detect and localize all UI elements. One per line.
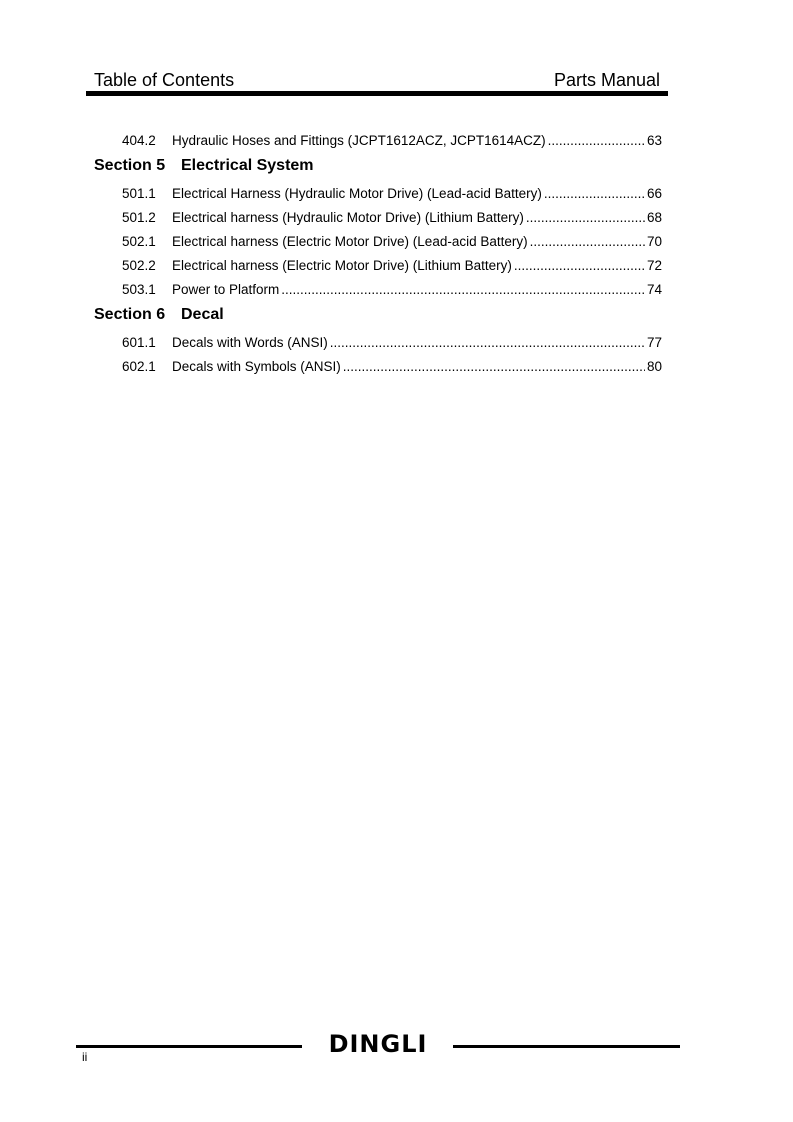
dot-leader	[281, 282, 645, 297]
header-title: Table of Contents	[94, 70, 235, 90]
toc-entry-page: 72	[646, 257, 662, 273]
toc-entry-title: Electrical harness (Hydraulic Motor Drive) (Lithium Battery)	[172, 209, 524, 225]
dot-leader	[330, 335, 645, 350]
toc-entry-number: 502.2	[122, 257, 156, 273]
toc-entry-page: 66	[646, 185, 662, 201]
header-rule	[86, 91, 668, 96]
toc-entry-number: 404.2	[122, 132, 156, 148]
toc-entry-number: 501.1	[122, 185, 156, 201]
dot-leader	[544, 186, 645, 201]
header-manual-name: Parts Manual	[553, 70, 660, 90]
toc-entry-number: 601.1	[122, 334, 156, 350]
section-title: Decal	[181, 305, 224, 323]
toc-entry[interactable]	[94, 205, 662, 229]
page-header	[94, 70, 660, 92]
page-number: ii	[82, 1050, 88, 1064]
toc-entry-number: 503.1	[122, 281, 156, 297]
toc-entry-number: 501.2	[122, 209, 156, 225]
dot-leader	[530, 234, 645, 249]
dot-leader	[526, 210, 645, 225]
toc-entry-title: Decals with Symbols (ANSI)	[172, 358, 341, 374]
toc-entry[interactable]	[94, 330, 662, 354]
toc-entry[interactable]	[94, 354, 662, 378]
toc-entry[interactable]	[94, 181, 662, 205]
toc-entry-page: 68	[646, 209, 662, 225]
section-label: Section 6	[94, 305, 166, 323]
toc-entry-page: 80	[646, 358, 662, 374]
toc-entry-number: 602.1	[122, 358, 156, 374]
toc-entry[interactable]	[94, 253, 662, 277]
dingli-logo: DINGLI	[328, 1030, 428, 1058]
toc-section-heading[interactable]	[94, 302, 662, 327]
toc-entry-page: 70	[646, 233, 662, 249]
dot-leader	[343, 359, 645, 374]
toc-entry-page: 77	[646, 334, 662, 350]
toc-section-heading[interactable]	[94, 153, 662, 178]
toc-entry-title: Electrical Harness (Hydraulic Motor Drive) (Lead-acid Battery)	[172, 185, 542, 201]
toc-entry-title: Power to Platform	[172, 281, 280, 297]
dot-leader	[514, 258, 645, 273]
toc-entry[interactable]	[94, 277, 662, 301]
toc-entry-title: Electrical harness (Electric Motor Drive) (Lithium Battery)	[172, 257, 512, 273]
toc-entry[interactable]	[94, 128, 662, 152]
toc-entry-title: Decals with Words (ANSI)	[172, 334, 328, 350]
toc-entry-page: 63	[646, 132, 662, 148]
toc-entry-number: 502.1	[122, 233, 156, 249]
footer-rule-right	[453, 1045, 680, 1048]
toc-entry[interactable]	[94, 229, 662, 253]
section-title: Electrical System	[181, 156, 314, 174]
toc-entry-title: Electrical harness (Electric Motor Drive) (Lead-acid Battery)	[172, 233, 528, 249]
footer-rule-left	[76, 1045, 302, 1048]
dot-leader	[548, 133, 645, 148]
toc-entry-title: Hydraulic Hoses and Fittings (JCPT1612ACZ, JCPT1614ACZ)	[172, 132, 546, 148]
table-of-contents	[94, 128, 662, 378]
toc-entry-page: 74	[646, 281, 662, 297]
section-label: Section 5	[94, 156, 166, 174]
